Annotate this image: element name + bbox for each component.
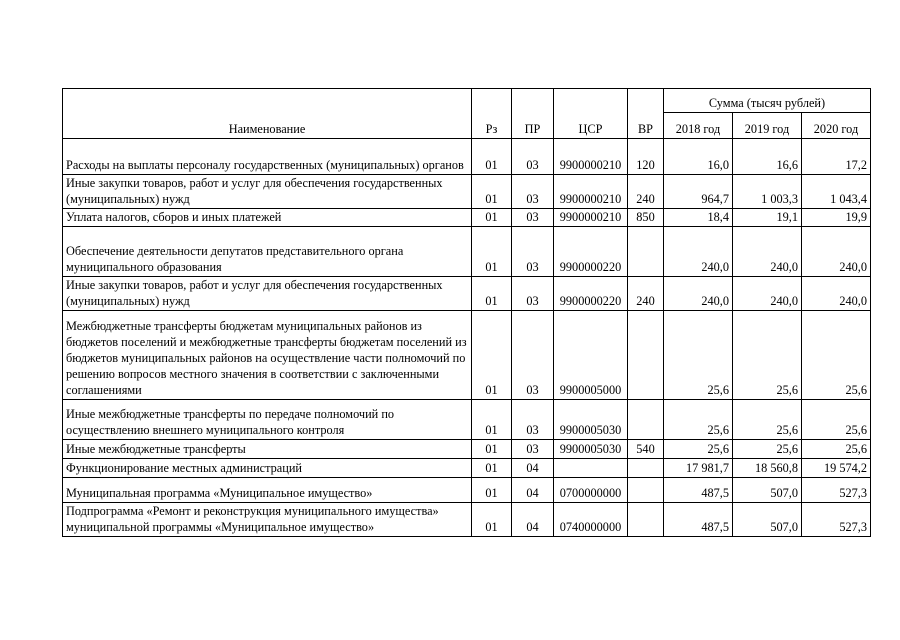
row-rz-cell: 01 <box>472 139 512 175</box>
row-name-cell: Межбюджетные трансферты бюджетам муниципальных районов из бюджетов поселений и межбюджетные трансферты бюджетам поселений из бюджетов муниципальных районов на осуществление части полномочий по решению вопросов местного значения в соответствии с заключенными соглашениями <box>63 311 472 400</box>
row-2018-cell: 487,5 <box>664 503 733 537</box>
row-2019-cell: 18 560,8 <box>733 459 802 478</box>
row-pr-cell: 03 <box>512 277 554 311</box>
row-2019-cell: 19,1 <box>733 209 802 227</box>
row-csr-cell: 9900000210 <box>554 175 628 209</box>
header-year-2020: 2020 год <box>802 113 871 139</box>
header-sum: Сумма (тысяч рублей) <box>664 89 871 113</box>
row-name-cell: Иные закупки товаров, работ и услуг для обеспечения государственных (муниципальных) нужд <box>63 175 472 209</box>
table-row <box>63 459 871 478</box>
row-2018-cell: 16,0 <box>664 139 733 175</box>
row-rz-cell: 01 <box>472 459 512 478</box>
row-csr-cell: 9900000220 <box>554 227 628 277</box>
row-2018-cell: 240,0 <box>664 277 733 311</box>
row-pr-cell: 03 <box>512 139 554 175</box>
row-2018-cell: 17 981,7 <box>664 459 733 478</box>
row-vr-cell: 850 <box>628 209 664 227</box>
row-2020-cell: 25,6 <box>802 440 871 459</box>
row-csr-cell: 9900005000 <box>554 311 628 400</box>
row-2018-cell: 240,0 <box>664 227 733 277</box>
row-rz-cell: 01 <box>472 175 512 209</box>
row-pr-cell: 03 <box>512 209 554 227</box>
row-csr-cell: 9900000210 <box>554 139 628 175</box>
row-rz-cell: 01 <box>472 311 512 400</box>
row-rz-cell: 01 <box>472 478 512 503</box>
header-name: Наименование <box>63 89 472 139</box>
table-row <box>63 503 871 537</box>
row-2019-cell: 507,0 <box>733 503 802 537</box>
row-2018-cell: 964,7 <box>664 175 733 209</box>
row-2020-cell: 240,0 <box>802 227 871 277</box>
header-vr: ВР <box>628 89 664 139</box>
row-vr-cell <box>628 503 664 537</box>
row-pr-cell: 03 <box>512 440 554 459</box>
row-csr-cell <box>554 459 628 478</box>
row-2019-cell: 1 003,3 <box>733 175 802 209</box>
table-row <box>63 311 871 400</box>
row-pr-cell: 03 <box>512 227 554 277</box>
header-pr: ПР <box>512 89 554 139</box>
row-2020-cell: 19,9 <box>802 209 871 227</box>
row-2019-cell: 16,6 <box>733 139 802 175</box>
budget-table <box>62 88 871 537</box>
table-row <box>63 277 871 311</box>
row-name-cell: Подпрограмма «Ремонт и реконструкция муниципального имущества» муниципальной программы «Муниципальное имущество» <box>63 503 472 537</box>
header-rz: Рз <box>472 89 512 139</box>
row-vr-cell: 240 <box>628 175 664 209</box>
table-row <box>63 209 871 227</box>
row-2020-cell: 240,0 <box>802 277 871 311</box>
row-2019-cell: 25,6 <box>733 400 802 440</box>
row-rz-cell: 01 <box>472 209 512 227</box>
row-2018-cell: 25,6 <box>664 311 733 400</box>
row-pr-cell: 04 <box>512 459 554 478</box>
row-name-cell: Уплата налогов, сборов и иных платежей <box>63 209 472 227</box>
row-2019-cell: 25,6 <box>733 440 802 459</box>
row-pr-cell: 03 <box>512 400 554 440</box>
row-2019-cell: 240,0 <box>733 277 802 311</box>
row-csr-cell: 9900005030 <box>554 440 628 459</box>
row-rz-cell: 01 <box>472 503 512 537</box>
table-row <box>63 175 871 209</box>
table-row <box>63 139 871 175</box>
row-2020-cell: 25,6 <box>802 400 871 440</box>
row-rz-cell: 01 <box>472 400 512 440</box>
row-2019-cell: 240,0 <box>733 227 802 277</box>
row-2020-cell: 17,2 <box>802 139 871 175</box>
row-rz-cell: 01 <box>472 227 512 277</box>
table-row <box>63 400 871 440</box>
table-row <box>63 227 871 277</box>
table-row <box>63 478 871 503</box>
row-2019-cell: 507,0 <box>733 478 802 503</box>
row-2020-cell: 1 043,4 <box>802 175 871 209</box>
row-vr-cell <box>628 311 664 400</box>
row-vr-cell: 540 <box>628 440 664 459</box>
row-name-cell: Иные межбюджетные трансферты по передаче полномочий по осуществлению внешнего муниципального контроля <box>63 400 472 440</box>
table-row <box>63 440 871 459</box>
header-year-2018: 2018 год <box>664 113 733 139</box>
row-pr-cell: 04 <box>512 478 554 503</box>
row-vr-cell <box>628 459 664 478</box>
row-2020-cell: 25,6 <box>802 311 871 400</box>
row-pr-cell: 03 <box>512 311 554 400</box>
row-vr-cell: 120 <box>628 139 664 175</box>
row-2020-cell: 19 574,2 <box>802 459 871 478</box>
row-vr-cell <box>628 478 664 503</box>
row-2020-cell: 527,3 <box>802 503 871 537</box>
row-csr-cell: 9900000210 <box>554 209 628 227</box>
row-pr-cell: 04 <box>512 503 554 537</box>
row-vr-cell <box>628 400 664 440</box>
row-name-cell: Иные закупки товаров, работ и услуг для обеспечения государственных (муниципальных) нужд <box>63 277 472 311</box>
row-2018-cell: 25,6 <box>664 400 733 440</box>
row-name-cell: Обеспечение деятельности депутатов представительного органа муниципального образования <box>63 227 472 277</box>
row-name-cell: Муниципальная программа «Муниципальное имущество» <box>63 478 472 503</box>
row-2018-cell: 487,5 <box>664 478 733 503</box>
row-csr-cell: 9900005030 <box>554 400 628 440</box>
row-name-cell: Расходы на выплаты персоналу государственных (муниципальных) органов <box>63 139 472 175</box>
row-2019-cell: 25,6 <box>733 311 802 400</box>
row-name-cell: Иные межбюджетные трансферты <box>63 440 472 459</box>
header-row <box>63 89 871 113</box>
row-vr-cell: 240 <box>628 277 664 311</box>
row-csr-cell: 0700000000 <box>554 478 628 503</box>
row-pr-cell: 03 <box>512 175 554 209</box>
row-2018-cell: 25,6 <box>664 440 733 459</box>
row-csr-cell: 0740000000 <box>554 503 628 537</box>
row-csr-cell: 9900000220 <box>554 277 628 311</box>
row-rz-cell: 01 <box>472 440 512 459</box>
row-vr-cell <box>628 227 664 277</box>
header-year-2019: 2019 год <box>733 113 802 139</box>
row-rz-cell: 01 <box>472 277 512 311</box>
header-csr: ЦСР <box>554 89 628 139</box>
row-name-cell: Функционирование местных администраций <box>63 459 472 478</box>
row-2018-cell: 18,4 <box>664 209 733 227</box>
row-2020-cell: 527,3 <box>802 478 871 503</box>
